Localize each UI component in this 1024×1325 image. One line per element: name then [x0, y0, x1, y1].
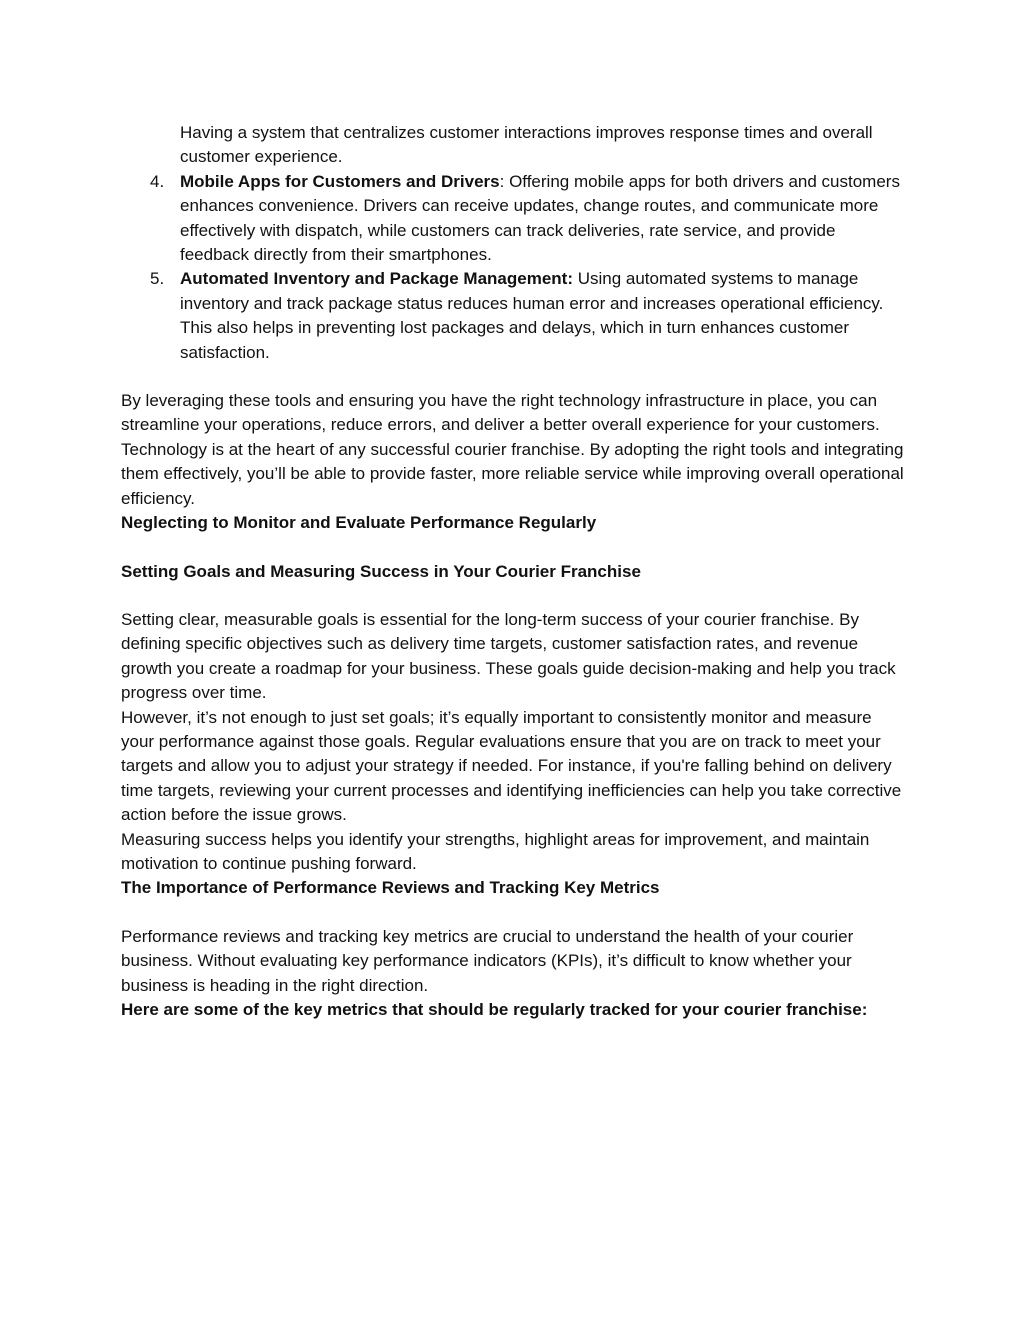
list-item-automated-inventory: [121, 267, 907, 365]
document-page: [121, 121, 907, 1046]
heading-importance: The Importance of Performance Reviews and Tracking Key Metrics: [121, 878, 660, 898]
list-item-continuation: Having a system that centralizes customer interactions improves response times and overall customer experience.: [180, 123, 873, 167]
heading-key-metrics: Here are some of the key metrics that should be regularly tracked for your courier franchise:: [121, 1000, 868, 1019]
list-item-title: Automated Inventory and Package Management:: [180, 269, 573, 289]
paragraph-measuring: Measuring success helps you identify your strengths, highlight areas for improvement, and maintain motivation to continue pushing forward.: [121, 829, 870, 873]
list-item-title: Mobile Apps for Customers and Drivers: [180, 171, 500, 191]
paragraph-technology: Technology is at the heart of any successful courier franchise. By adopting the right tools and integrating them effectively, you’ll be able to provide faster, more reliable service while improving overall operational efficiency.: [121, 439, 904, 508]
list-item-text: Using automated systems to manage inventory and track package status reduces human error and increases operational efficiency. This also helps in preventing lost packages and delays, which in turn enhances customer satisfaction.: [180, 269, 884, 362]
heading-setting-goals: Setting Goals and Measuring Success in Your Courier Franchise: [121, 561, 641, 581]
list-item-text: Offering mobile apps for both drivers and customers enhances convenience. Drivers can receive updates, change routes, and communicate more effectively with dispatch, while customers can track deliveries, rate service, and provide feedback directly from their smartphones.: [180, 171, 900, 265]
heading-neglecting: Neglecting to Monitor and Evaluate Performance Regularly: [121, 513, 597, 533]
paragraph-setting-goals: Setting clear, measurable goals is essential for the long-term success of your courier franchise. By defining specific objectives such as delivery time targets, customer satisfaction rates, and revenue growth you create a roadmap for your business. These goals guide decision-making and help you track progress over time.: [121, 609, 896, 703]
paragraph-leveraging: By leveraging these tools and ensuring you have the right technology infrastructure in place, you can streamline your operations, reduce errors, and deliver a better overall experience for your customers.: [121, 391, 880, 435]
paragraph-performance-reviews: Performance reviews and tracking key metrics are crucial to understand the health of your courier business. Without evaluating key performance indicators (KPIs), it’s difficult to know whether your business is heading in the right direction.: [121, 926, 854, 995]
numbered-list: [121, 170, 907, 365]
list-number: 4.: [150, 171, 165, 191]
list-item-mobile-apps: [121, 170, 907, 268]
list-item-separator: :: [499, 171, 505, 191]
list-number: 5.: [150, 269, 165, 289]
paragraph-however: However, it’s not enough to just set goals; it’s equally important to consistently monitor and measure your performance against those goals. Regular evaluations ensure that you are on track to meet your targets and allow you to adjust your strategy if needed. For instance, if you're falling behind on delivery time targets, reviewing your current processes and identifying inefficiencies can help you take corrective action before the issue grows.: [121, 707, 902, 825]
